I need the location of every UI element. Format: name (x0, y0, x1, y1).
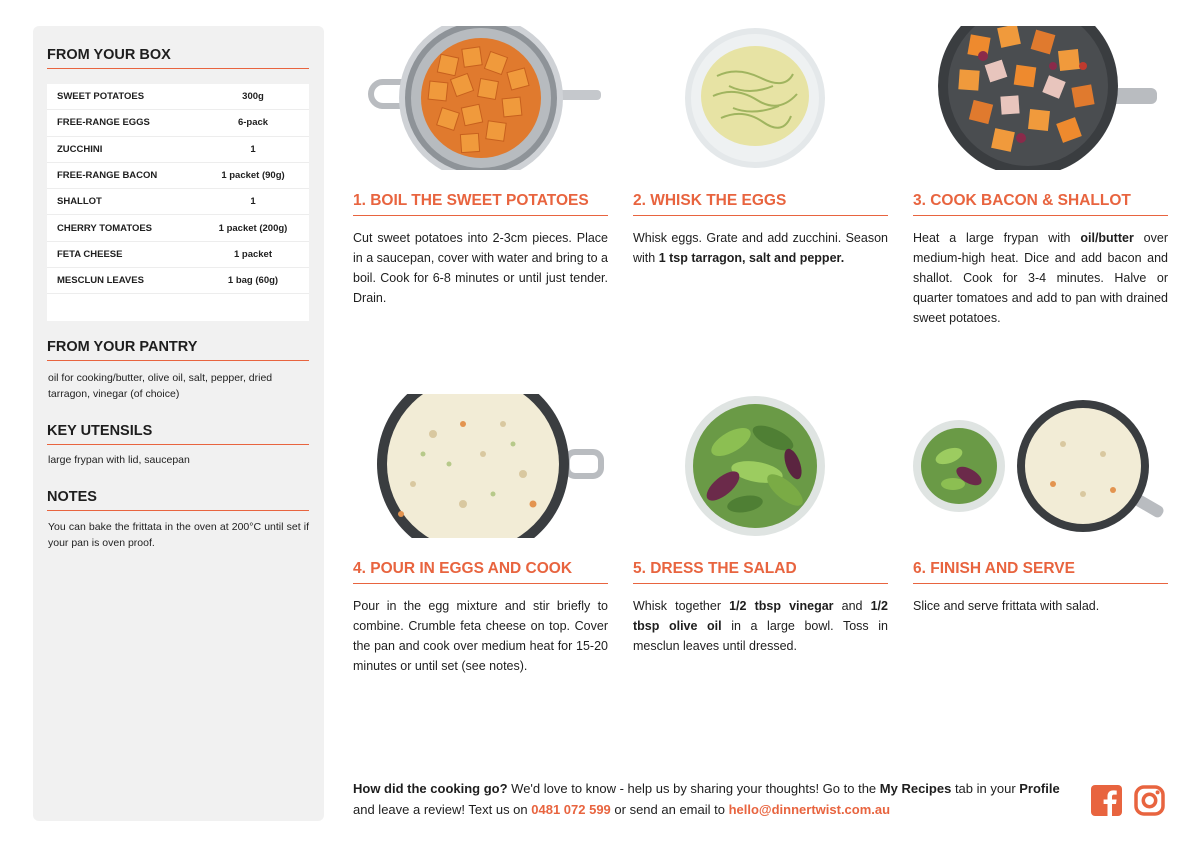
emphasis-text: oil/butter (1080, 231, 1134, 245)
pantry-text: oil for cooking/butter, olive oil, salt, pepper, dried tarragon, vinegar (of choice) (48, 372, 273, 400)
body-text: Slice and serve frittata with salad. (913, 599, 1100, 613)
box-ingredients-table (47, 84, 309, 321)
ingredient-name: SWEET POTATOES (57, 91, 145, 103)
emphasis-text: 1/2 tbsp olive oil (633, 599, 888, 633)
step-4-text (353, 596, 608, 676)
step-1-title: 1. BOIL THE SWEET POTATOES (353, 192, 608, 216)
body-text: Whisk together (633, 599, 730, 613)
step-6-title: 6. FINISH AND SERVE (913, 560, 1168, 584)
ingredient-name: SHALLOT (57, 196, 102, 208)
table-row (47, 84, 309, 110)
ingredient-qty: 1 packet (90g) (221, 170, 285, 182)
instagram-icon[interactable] (1134, 785, 1165, 816)
step-1-text (353, 228, 608, 308)
step-6-text (913, 596, 1168, 616)
ingredient-qty: 1 packet (200g) (218, 222, 288, 234)
ingredient-name: FETA CHEESE (57, 248, 123, 260)
body-text: Cut sweet potatoes into 2-3cm pieces. Place in a saucepan, cover with water and bring to a boil. Cook for 6-8 minutes or until just tender. Drain. (353, 231, 609, 305)
ingredient-qty: 1 (250, 143, 256, 155)
ingredient-qty: 300g (242, 91, 264, 103)
feedback-footer (353, 778, 1073, 820)
profile-link[interactable]: Profile (1019, 781, 1060, 796)
facebook-icon[interactable] (1091, 785, 1122, 816)
my-recipes-link[interactable]: My Recipes (879, 781, 952, 796)
body-text: and (833, 599, 871, 613)
ingredient-name: CHERRY TOMATOES (57, 222, 153, 234)
footer-text: tab in your (951, 781, 1020, 796)
table-row (47, 163, 309, 189)
ingredient-name: FREE-RANGE EGGS (57, 117, 150, 129)
notes-text: You can bake the frittata in the oven at 200°C until set if your pan is oven proof. (48, 521, 309, 549)
key-utensils-heading: KEY UTENSILS (47, 423, 309, 445)
utensils-text: large frypan with lid, saucepan (48, 454, 190, 466)
from-your-box-heading: FROM YOUR BOX (47, 47, 309, 69)
step-3-title: 3. COOK BACON & SHALLOT (913, 192, 1168, 216)
notes-heading: NOTES (47, 489, 309, 511)
phone-number[interactable]: 0481 072 599 (531, 802, 611, 817)
step-5-text (633, 596, 888, 656)
step-3-text (913, 228, 1168, 328)
bowl-whisked-eggs-image (633, 26, 888, 170)
saucepan-sweet-potatoes-image (353, 26, 608, 170)
body-text: Heat a large frypan with (913, 231, 1081, 245)
footer-text: We'd love to know - help us by sharing your thoughts! Go to the (507, 781, 880, 796)
table-row (47, 268, 309, 294)
ingredient-name: ZUCCHINI (57, 143, 103, 155)
step-4-title: 4. POUR IN EGGS AND COOK (353, 560, 608, 584)
ingredient-name: MESCLUN LEAVES (57, 275, 144, 287)
emphasis-text: 1 tsp tarragon, salt and pepper. (658, 251, 845, 265)
from-your-pantry-heading: FROM YOUR PANTRY (47, 339, 309, 361)
frypan-bacon-shallot-image (913, 26, 1168, 170)
table-row (47, 242, 309, 268)
footer-text: or send an email to (610, 802, 729, 817)
body-text: Pour in the egg mixture and stir briefly to combine. Crumble feta cheese on top. Cover the pan and cook over medium heat for 15-20 minutes or until set (see notes). (353, 599, 608, 673)
bowl-salad-image (633, 394, 888, 538)
emphasis-text: 1/2 tbsp vinegar (729, 599, 834, 613)
ingredient-qty: 6-pack (237, 117, 269, 129)
ingredient-qty: 1 packet (233, 248, 273, 260)
footer-question: How did the cooking go? (353, 781, 508, 796)
table-row (47, 137, 309, 163)
ingredient-qty: 1 bag (60g) (227, 275, 279, 287)
ingredient-name: FREE-RANGE BACON (57, 170, 158, 182)
step-2-title: 2. WHISK THE EGGS (633, 192, 888, 216)
frittata-and-salad-image (913, 394, 1168, 538)
table-row (47, 189, 309, 215)
email-link[interactable]: hello@dinnertwist.com.au (728, 802, 891, 817)
table-row (47, 215, 309, 241)
ingredient-qty: 1 (250, 196, 256, 208)
body-text: in a large bowl. Toss in mesclun leaves until dressed. (633, 619, 888, 653)
body-text: Whisk eggs. Grate and add zucchini. Season with (633, 231, 888, 265)
ingredients-sidebar (33, 26, 324, 821)
frypan-frittata-image (353, 394, 608, 538)
step-2-text (633, 228, 888, 268)
footer-text: and leave a review! Text us on (353, 802, 532, 817)
step-5-title: 5. DRESS THE SALAD (633, 560, 888, 584)
body-text: over medium-high heat. Dice and add bacon and shallot. Cook for 3-4 minutes. Halve or quarter tomatoes and add to pan with drained sweet potatoes. (913, 231, 1168, 325)
table-row (47, 110, 309, 136)
